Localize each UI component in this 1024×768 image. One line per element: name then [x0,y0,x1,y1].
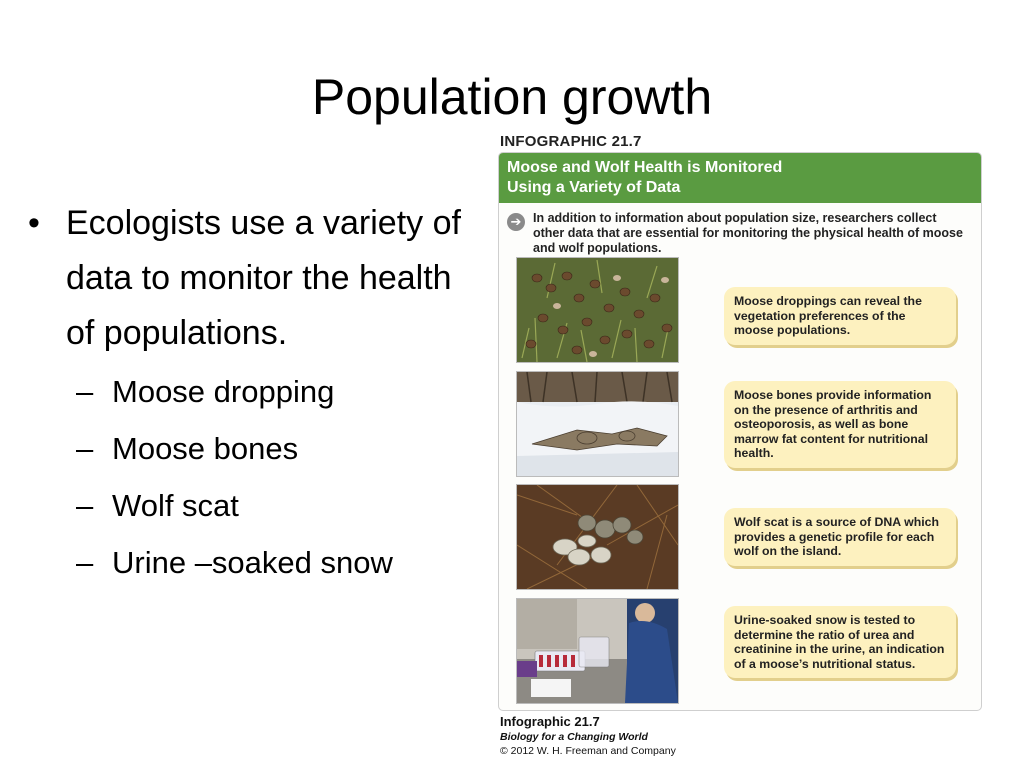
caption-copyright: © 2012 W. H. Freeman and Company [500,745,676,757]
sub-bullet-text: Moose bones [112,431,299,466]
infographic-intro [507,211,967,256]
sub-bullet-moose-bones [76,420,478,477]
dash-icon: – [76,431,94,466]
callout-moose-droppings: Moose droppings can reveal the vegetation preferences of the moose populations. [724,287,956,345]
sub-bullet-text: Moose dropping [112,374,335,409]
infographic-header-line-1: Moose and Wolf Health is Monitored [507,159,783,176]
callout-urine-snow: Urine-soaked snow is tested to determine the ratio of urea and creatinine in the urine, an indication of a moose’s nutritional status. [724,606,956,678]
bullet-dot-icon: • [28,204,40,242]
main-bullet-text: Ecologists use a variety of data to monitor the health of populations. [66,204,461,352]
callout-wolf-scat: Wolf scat is a source of DNA which provides a genetic profile for each wolf on the island. [724,508,956,566]
infographic-panel [498,152,982,711]
bullet-list [28,196,478,591]
sub-bullet-moose-dropping [76,363,478,420]
urine-snow-lab-photo [516,598,679,704]
infographic-intro-text: In addition to information about population size, researchers collect other data that are essential for monitoring the physical health of moose and wolf populations. [533,211,963,255]
main-bullet [28,196,478,361]
sub-bullet-list [28,363,478,591]
dash-icon: – [76,488,94,523]
moose-droppings-photo [516,257,679,363]
dash-icon: – [76,545,94,580]
wolf-scat-photo [516,484,679,590]
sub-bullet-wolf-scat [76,477,478,534]
infographic-header-line-2: Using a Variety of Data [507,179,681,196]
arrow-right-icon: ➔ [507,213,525,231]
infographic-label: INFOGRAPHIC 21.7 [500,133,642,150]
slide-title: Population growth [311,69,713,125]
caption-book-title: Biology for a Changing World [500,731,648,743]
dash-icon: – [76,374,94,409]
sub-bullet-text: Wolf scat [112,488,239,523]
callout-moose-bones: Moose bones provide information on the presence of arthritis and osteoporosis, as well as bone marrow fat content for nutritional health. [724,381,956,468]
sub-bullet-urine-snow [76,534,478,591]
moose-bones-photo [516,371,679,477]
sub-bullet-text: Urine –soaked snow [112,545,393,580]
infographic-header [499,153,981,203]
infographic-caption [500,714,676,758]
caption-title: Infographic 21.7 [500,714,600,729]
